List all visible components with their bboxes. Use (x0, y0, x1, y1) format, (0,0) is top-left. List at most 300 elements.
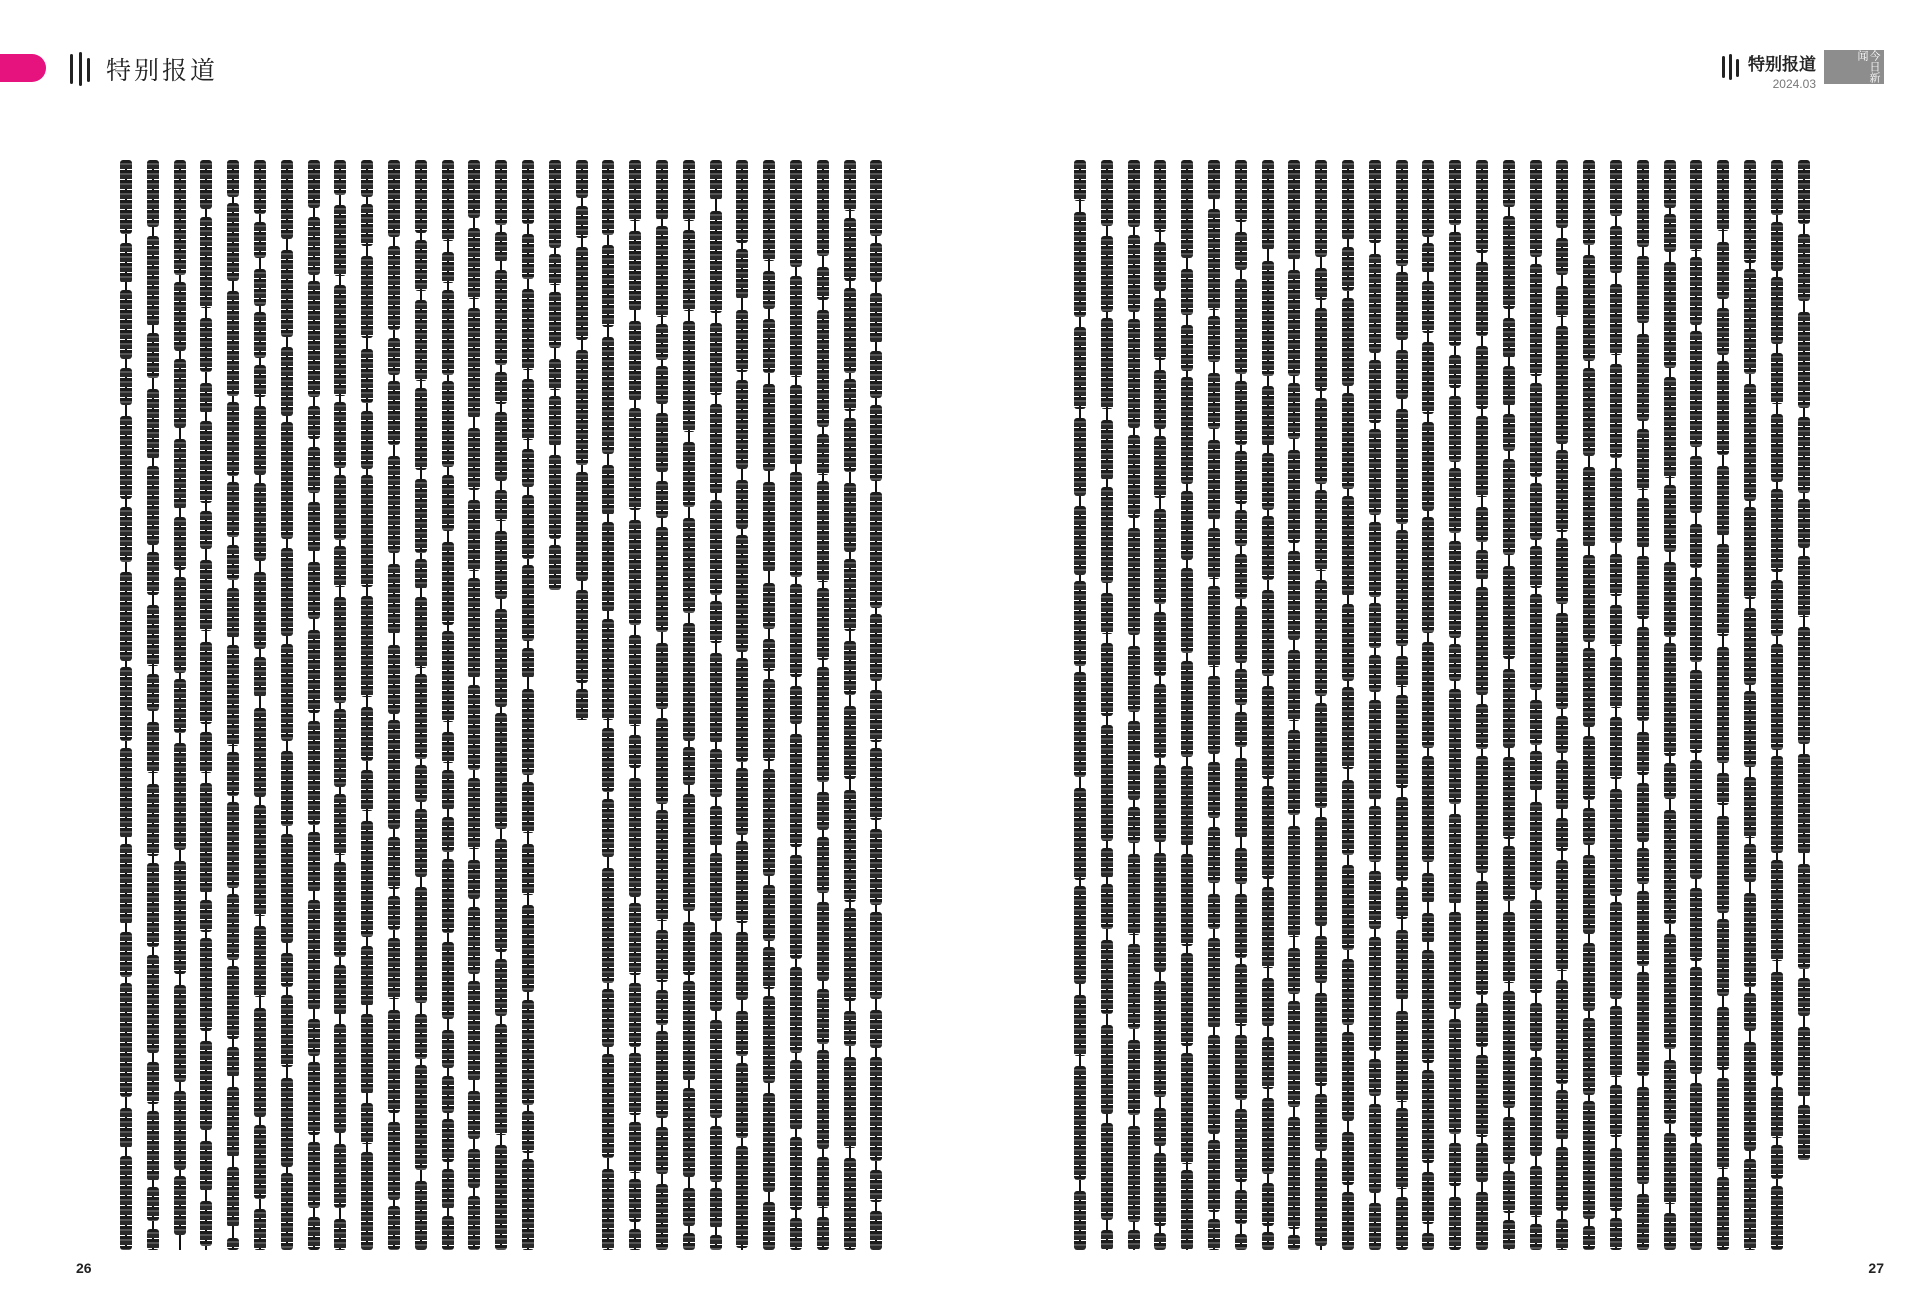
word-glyph (1449, 541, 1461, 638)
word-glyph (1288, 948, 1300, 994)
word-glyph (1556, 538, 1568, 604)
word-glyph (415, 765, 427, 802)
word-glyph (308, 406, 320, 439)
text-column (1526, 160, 1547, 1250)
word-glyph (522, 844, 534, 895)
word-glyph (763, 996, 775, 1083)
text-column (1794, 160, 1815, 1250)
word-glyph (656, 481, 668, 518)
word-glyph (1369, 522, 1381, 597)
word-glyph (1744, 269, 1756, 374)
word-glyph (629, 1122, 641, 1173)
word-glyph (1262, 386, 1274, 446)
word-glyph (1396, 350, 1408, 399)
word-glyph (442, 160, 454, 241)
word-glyph (817, 1157, 829, 1208)
word-glyph (1288, 650, 1300, 721)
word-glyph (1556, 1147, 1568, 1211)
word-glyph (522, 689, 534, 775)
text-column (1740, 160, 1761, 1250)
word-glyph (1503, 1171, 1515, 1213)
word-glyph (442, 631, 454, 722)
text-column (1579, 160, 1600, 1250)
word-glyph (120, 416, 132, 499)
word-glyph (1074, 581, 1086, 666)
word-glyph (790, 1060, 802, 1130)
word-glyph (629, 903, 641, 975)
word-glyph (1369, 160, 1381, 243)
word-glyph (281, 422, 293, 539)
word-glyph (120, 844, 132, 924)
word-glyph (870, 748, 882, 820)
word-glyph (442, 1119, 454, 1162)
word-glyph (629, 1179, 641, 1222)
word-glyph (120, 983, 132, 1097)
word-glyph (1583, 555, 1595, 642)
word-glyph (817, 792, 829, 830)
word-glyph (227, 1167, 239, 1227)
word-glyph (147, 784, 159, 856)
word-glyph (1074, 788, 1086, 880)
text-column (1097, 160, 1118, 1250)
word-glyph (1101, 318, 1113, 409)
word-glyph (442, 475, 454, 531)
word-glyph (1556, 286, 1568, 317)
word-glyph (1503, 366, 1515, 406)
text-column (786, 160, 807, 1250)
word-glyph (254, 406, 266, 475)
word-glyph (1181, 661, 1193, 757)
word-glyph (1288, 383, 1300, 439)
word-glyph (174, 985, 186, 1082)
word-glyph (1610, 1085, 1622, 1137)
word-glyph (522, 495, 534, 559)
word-glyph (710, 211, 722, 313)
word-glyph (790, 584, 802, 677)
word-glyph (1476, 262, 1488, 336)
text-column (116, 160, 137, 1250)
word-glyph (1530, 483, 1542, 540)
word-glyph (522, 289, 534, 370)
word-glyph (415, 240, 427, 291)
word-glyph (1101, 884, 1113, 929)
word-glyph (522, 565, 534, 641)
word-glyph (1664, 1213, 1676, 1250)
word-glyph (200, 732, 212, 773)
word-glyph (870, 160, 882, 236)
word-glyph (442, 1076, 454, 1113)
word-glyph (1798, 1105, 1810, 1160)
word-glyph (174, 359, 186, 428)
word-glyph (361, 411, 373, 469)
word-glyph (629, 520, 641, 625)
word-glyph (468, 228, 480, 299)
word-glyph (602, 989, 614, 1047)
word-glyph (120, 160, 132, 234)
word-glyph (844, 379, 856, 411)
word-glyph (1771, 1186, 1783, 1250)
word-glyph (1101, 1123, 1113, 1220)
word-glyph (1664, 160, 1676, 208)
word-glyph (1154, 765, 1166, 842)
word-glyph (495, 531, 507, 599)
word-glyph (683, 747, 695, 785)
word-glyph (1128, 944, 1140, 1029)
word-glyph (736, 380, 748, 469)
word-glyph (1369, 254, 1381, 353)
word-glyph (1583, 160, 1595, 245)
word-glyph (147, 389, 159, 459)
word-glyph (522, 1000, 534, 1105)
section-tab (0, 54, 46, 82)
word-glyph (174, 1176, 186, 1235)
word-glyph (1664, 262, 1676, 368)
word-glyph (1342, 604, 1354, 681)
text-column (1445, 160, 1466, 1250)
word-glyph (736, 658, 748, 762)
word-glyph (549, 455, 561, 539)
word-glyph (147, 863, 159, 947)
word-glyph (1288, 1117, 1300, 1229)
word-glyph (736, 535, 748, 652)
word-glyph (120, 572, 132, 661)
word-glyph (683, 922, 695, 975)
word-glyph (683, 518, 695, 613)
magazine-logo (1824, 50, 1884, 84)
word-glyph (334, 546, 346, 587)
word-glyph (1717, 773, 1729, 805)
word-glyph (1664, 485, 1676, 552)
word-glyph (1101, 160, 1113, 226)
word-glyph (308, 900, 320, 1010)
word-glyph (1744, 1159, 1756, 1250)
word-glyph (1154, 853, 1166, 972)
word-glyph (1637, 160, 1649, 247)
word-glyph (1235, 1234, 1247, 1250)
word-glyph (817, 310, 829, 427)
word-glyph (1449, 232, 1461, 346)
word-glyph (549, 396, 561, 446)
word-glyph (442, 942, 454, 1019)
word-glyph (763, 1093, 775, 1192)
word-glyph (1369, 1203, 1381, 1250)
word-glyph (120, 748, 132, 838)
word-glyph (710, 653, 722, 743)
word-glyph (576, 206, 588, 238)
word-glyph (1235, 451, 1247, 504)
word-glyph (1315, 580, 1327, 696)
word-glyph (1610, 554, 1622, 596)
word-glyph (576, 350, 588, 465)
word-glyph (227, 802, 239, 888)
word-glyph (844, 559, 856, 631)
word-glyph (415, 674, 427, 759)
word-glyph (1798, 160, 1810, 224)
word-glyph (361, 1103, 373, 1144)
word-glyph (870, 293, 882, 343)
word-glyph (308, 1142, 320, 1208)
word-glyph (1422, 243, 1434, 273)
word-glyph (1583, 855, 1595, 934)
word-glyph (1235, 1035, 1247, 1100)
word-glyph (442, 1030, 454, 1068)
word-glyph (254, 1209, 266, 1250)
word-glyph (1315, 817, 1327, 926)
word-glyph (1262, 686, 1274, 779)
word-glyph (1422, 422, 1434, 511)
word-glyph (1369, 1104, 1381, 1193)
word-glyph (1315, 308, 1327, 391)
word-glyph (1637, 783, 1649, 842)
word-glyph (1503, 459, 1515, 555)
word-glyph (1101, 643, 1113, 716)
word-glyph (120, 667, 132, 741)
word-glyph (1181, 269, 1193, 315)
word-glyph (361, 1014, 373, 1094)
word-glyph (870, 1211, 882, 1250)
word-glyph (1208, 528, 1220, 579)
word-glyph (361, 349, 373, 403)
word-glyph (1449, 396, 1461, 462)
word-glyph (1288, 1235, 1300, 1250)
word-glyph (710, 853, 722, 921)
word-glyph (1637, 972, 1649, 1076)
word-glyph (147, 466, 159, 545)
word-glyph (1342, 298, 1354, 386)
word-glyph (361, 946, 373, 1006)
word-glyph (1637, 1194, 1649, 1250)
word-glyph (522, 782, 534, 833)
word-glyph (844, 706, 856, 779)
word-glyph (415, 559, 427, 589)
word-glyph (790, 1218, 802, 1250)
word-glyph (1556, 326, 1568, 444)
word-glyph (334, 1144, 346, 1208)
word-glyph (1556, 716, 1568, 753)
word-glyph (1342, 160, 1354, 240)
word-glyph (844, 418, 856, 472)
text-column (143, 160, 164, 1250)
word-glyph (281, 953, 293, 987)
word-glyph (710, 1126, 722, 1182)
word-glyph (1449, 814, 1461, 904)
word-glyph (1503, 1117, 1515, 1164)
word-glyph (174, 679, 186, 733)
word-glyph (1717, 544, 1729, 636)
text-column (1686, 160, 1707, 1250)
word-glyph (227, 588, 239, 638)
word-glyph (1262, 160, 1274, 250)
word-glyph (147, 552, 159, 595)
word-glyph (388, 645, 400, 714)
word-glyph (710, 932, 722, 1011)
word-glyph (1074, 672, 1086, 777)
word-glyph (817, 1050, 829, 1149)
word-glyph (1664, 1060, 1676, 1124)
word-glyph (1315, 936, 1327, 983)
word-glyph (656, 160, 668, 220)
word-glyph (1181, 377, 1193, 484)
word-glyph (200, 217, 212, 308)
text-column (411, 160, 432, 1250)
text-column (1204, 160, 1225, 1250)
word-glyph (495, 490, 507, 521)
word-glyph (1396, 530, 1408, 646)
word-glyph (1074, 418, 1086, 496)
word-glyph (1101, 1025, 1113, 1114)
word-glyph (120, 932, 132, 977)
word-glyph (870, 243, 882, 282)
word-glyph (1422, 756, 1434, 862)
word-glyph (200, 1201, 212, 1246)
word-glyph (1262, 453, 1274, 510)
page-number-right: 27 (1868, 1260, 1884, 1276)
word-glyph (1637, 1087, 1649, 1184)
word-glyph (1369, 1059, 1381, 1096)
word-glyph (1664, 763, 1676, 799)
word-glyph (870, 1010, 882, 1048)
word-glyph (281, 347, 293, 416)
word-glyph (549, 292, 561, 348)
word-glyph (1315, 398, 1327, 484)
word-glyph (1235, 848, 1247, 884)
word-glyph (1717, 816, 1729, 913)
word-glyph (1503, 757, 1515, 839)
word-glyph (468, 308, 480, 418)
word-glyph (442, 1169, 454, 1209)
word-glyph (254, 708, 266, 797)
word-glyph (334, 597, 346, 703)
word-glyph (227, 203, 239, 281)
word-glyph (817, 160, 829, 256)
word-glyph (817, 837, 829, 893)
word-glyph (1449, 689, 1461, 804)
word-glyph (1369, 700, 1381, 800)
word-glyph (495, 412, 507, 481)
word-glyph (1771, 860, 1783, 961)
word-glyph (1181, 325, 1193, 371)
word-glyph (1342, 780, 1354, 855)
right-page (960, 0, 1920, 1312)
word-glyph (1744, 777, 1756, 838)
word-glyph (1208, 160, 1220, 200)
word-glyph (576, 247, 588, 340)
word-glyph (415, 160, 427, 233)
word-glyph (763, 583, 775, 629)
text-column (1177, 160, 1198, 1250)
word-glyph (1690, 456, 1702, 513)
word-glyph (1422, 1172, 1434, 1224)
text-column (1124, 160, 1145, 1250)
word-glyph (442, 859, 454, 933)
word-glyph (1315, 268, 1327, 300)
word-glyph (468, 685, 480, 770)
word-glyph (817, 434, 829, 475)
word-glyph (1583, 943, 1595, 1011)
text-column (223, 160, 244, 1250)
word-glyph (1208, 586, 1220, 667)
word-glyph (1262, 590, 1274, 676)
word-glyph (1369, 603, 1381, 648)
word-glyph (1074, 1191, 1086, 1250)
word-glyph (1476, 1055, 1488, 1137)
word-glyph (870, 351, 882, 398)
word-glyph (1422, 160, 1434, 237)
word-glyph (1556, 818, 1568, 851)
word-glyph (1422, 281, 1434, 333)
word-glyph (1288, 730, 1300, 815)
word-glyph (656, 324, 668, 360)
word-glyph (1262, 261, 1274, 376)
word-glyph (602, 1169, 614, 1250)
word-glyph (1690, 160, 1702, 251)
word-glyph (147, 1229, 159, 1250)
text-column (759, 160, 780, 1250)
word-glyph (1128, 435, 1140, 518)
word-glyph (763, 947, 775, 989)
word-glyph (227, 402, 239, 476)
word-glyph (844, 218, 856, 281)
word-glyph (1262, 1183, 1274, 1226)
word-glyph (844, 1158, 856, 1250)
word-glyph (1154, 1233, 1166, 1250)
word-glyph (1074, 886, 1086, 984)
word-glyph (1315, 993, 1327, 1086)
text-column (1633, 160, 1654, 1250)
word-glyph (1744, 160, 1756, 263)
word-glyph (1422, 1233, 1434, 1250)
word-glyph (334, 205, 346, 276)
word-glyph (683, 981, 695, 1081)
text-column (572, 160, 593, 1250)
word-glyph (602, 160, 614, 235)
word-glyph (763, 319, 775, 373)
word-glyph (763, 271, 775, 309)
issue-date: 2024.03 (1772, 77, 1816, 91)
word-glyph (1342, 496, 1354, 596)
word-glyph (1771, 353, 1783, 404)
word-glyph (656, 930, 668, 982)
word-glyph (147, 1111, 159, 1181)
word-glyph (763, 769, 775, 876)
word-glyph (602, 245, 614, 327)
word-glyph (1154, 436, 1166, 498)
word-glyph (1476, 881, 1488, 995)
word-glyph (1717, 160, 1729, 231)
word-glyph (1128, 646, 1140, 712)
text-column (1311, 160, 1332, 1250)
word-glyph (1288, 270, 1300, 376)
word-glyph (1583, 467, 1595, 547)
word-glyph (817, 989, 829, 1044)
word-glyph (1556, 450, 1568, 532)
word-glyph (1637, 556, 1649, 619)
word-glyph (442, 732, 454, 763)
word-glyph (388, 1122, 400, 1200)
word-glyph (468, 500, 480, 571)
word-glyph (710, 601, 722, 643)
word-glyph (1422, 342, 1434, 414)
word-glyph (308, 502, 320, 552)
word-glyph (1342, 1032, 1354, 1121)
word-glyph (1396, 1197, 1408, 1250)
text-column (384, 160, 405, 1250)
word-glyph (147, 605, 159, 666)
word-glyph (1476, 756, 1488, 873)
text-column (438, 160, 459, 1250)
word-glyph (710, 749, 722, 797)
word-glyph (468, 860, 480, 899)
